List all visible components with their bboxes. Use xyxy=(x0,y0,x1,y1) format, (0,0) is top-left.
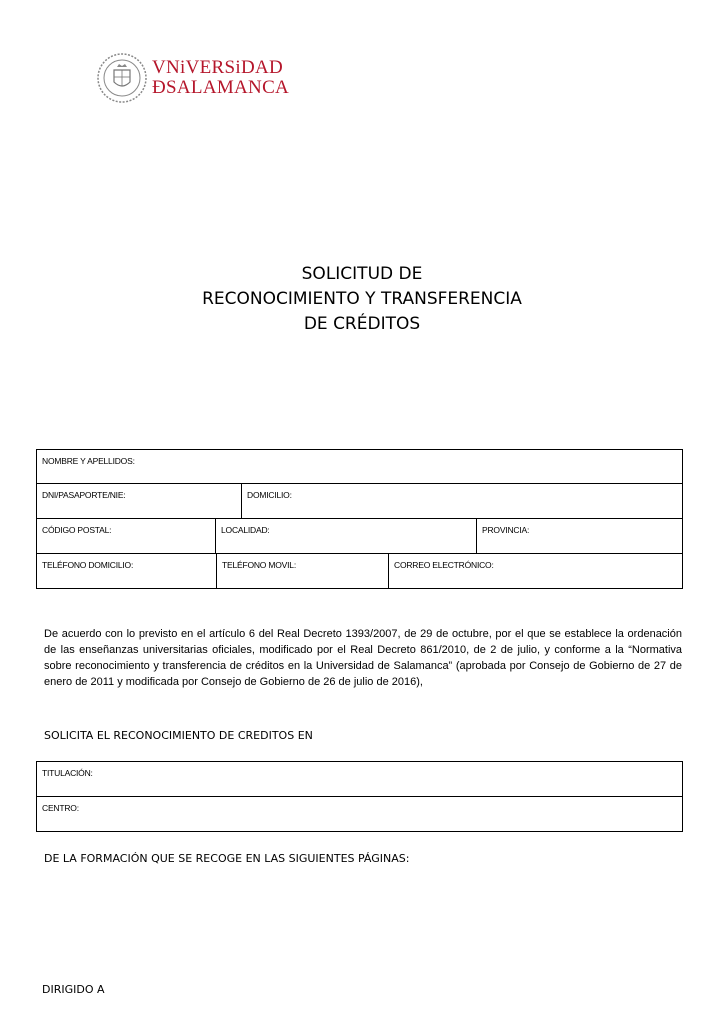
title-line-3: DE CRÉDITOS xyxy=(303,314,421,334)
title-line-2: RECONOCIMIENTO Y TRANSFERENCIA xyxy=(202,289,522,309)
nombre-field[interactable]: NOMBRE Y APELLIDOS: xyxy=(42,456,135,466)
form-row-name xyxy=(36,449,683,484)
provincia-field[interactable]: PROVINCIA: xyxy=(482,525,530,535)
titulacion-field[interactable]: TITULACIÓN: xyxy=(42,768,93,778)
university-name xyxy=(152,58,289,98)
title-line-1: SOLICITUD DE xyxy=(301,264,423,284)
domicilio-field[interactable]: DOMICILIO: xyxy=(247,490,292,500)
form-row-contact xyxy=(36,553,683,589)
form-row-centro xyxy=(36,796,683,832)
telefono-domicilio-field[interactable]: TELÉFONO DOMICILIO: xyxy=(37,554,217,588)
university-seal-icon xyxy=(96,52,148,104)
logo-line-1: VNiVERSiDAD xyxy=(152,57,284,78)
form-row-address xyxy=(36,518,683,554)
correo-field[interactable]: CORREO ELECTRÓNICO: xyxy=(394,560,494,570)
localidad-field[interactable]: LOCALIDAD: xyxy=(216,519,477,553)
university-logo xyxy=(96,52,290,106)
solicita-heading: SOLICITA EL RECONOCIMIENTO DE CREDITOS EN xyxy=(44,729,313,742)
dirigido-heading: DIRIGIDO A xyxy=(42,983,105,996)
centro-field[interactable]: CENTRO: xyxy=(42,803,79,813)
codigo-postal-field[interactable]: CÓDIGO POSTAL: xyxy=(37,519,216,553)
formacion-heading: DE LA FORMACIÓN QUE SE RECOGE EN LAS SIGUIENTES PÁGINAS: xyxy=(44,852,410,865)
dni-field[interactable]: DNI/PASAPORTE/NIE: xyxy=(37,484,242,518)
form-row-dni xyxy=(36,483,683,519)
legal-paragraph: De acuerdo con lo previsto en el artículo 6 del Real Decreto 1393/2007, de 29 de octubre, por el que se establece la ordenación de las enseñanzas universitarias oficiales, modificado por el Real Decreto 861/2010, de 2 de julio, y conforme a la “Normativa sobre reconocimiento y transferencia de créditos en la Universidad de Salamanca” (aprobada por Consejo de Gobierno de 27 de enero de 2011 y modificada por Consejo de Gobierno de 26 de julio de 2016), xyxy=(44,628,682,688)
telefono-movil-field[interactable]: TELÉFONO MOVIL: xyxy=(217,554,389,588)
document-title xyxy=(0,262,724,337)
logo-line-2: ÐSALAMANCA xyxy=(152,77,290,98)
form-row-titulacion xyxy=(36,761,683,797)
